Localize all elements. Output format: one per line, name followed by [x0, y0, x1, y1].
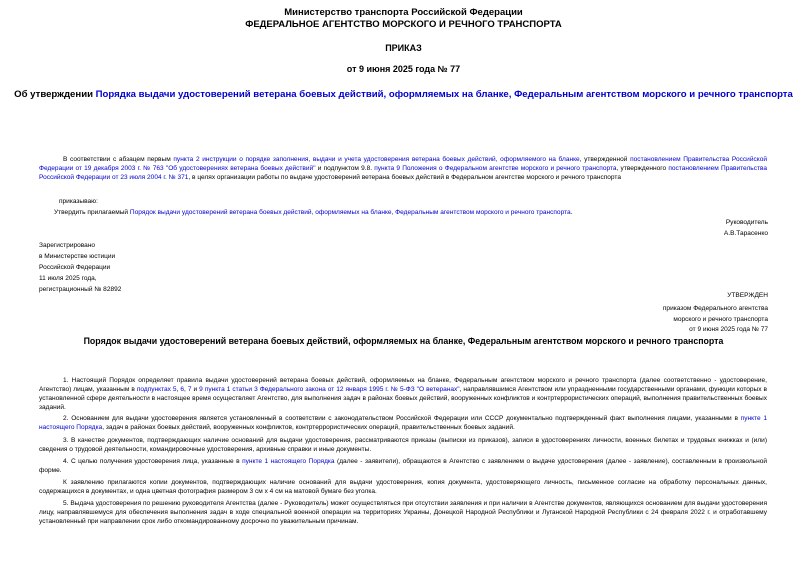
- registration-line: Российской Федерации: [39, 264, 111, 271]
- subparagraph-7-link[interactable]: 7: [187, 386, 192, 394]
- resolution-371-link[interactable]: постановлением Правительства Российской Федерации от 23 июля 2004 г. № 371: [39, 165, 768, 182]
- registration-line: 11 июля 2025 года,: [39, 275, 97, 282]
- resolution-763-link[interactable]: постановлением Правительства Российской Федерации от 19 декабря 2003 г. № 763 "Об удостоверениях ветерана боевых действий": [39, 156, 767, 173]
- item-3: 3. В качестве документов, подтверждающих наличие оснований для выдачи удостоверения, рассматриваются приказы (выписки из приказов), записи в удостоверениях личности, военных билетах и трудовых книжках и (или) сведения о трудовой деятельности, командировочные удостоверения, архивные справки и иные документы.: [39, 437, 767, 454]
- approved-line: морского и речного транспорта: [673, 316, 768, 323]
- agency-name: ФЕДЕРАЛЬНОЕ АГЕНТСТВО МОРСКОГО И РЕЧНОГО ТРАНСПОРТА: [245, 19, 562, 30]
- subparagraph-5-link[interactable]: подпунктах 5: [136, 386, 177, 394]
- item-4-attachments: К заявлению прилагаются копии документов, подтверждающих наличие оснований для выдачи удостоверения, копия документа, удостоверяющего личность, письменное согласие на обработку персональных данных, содержащихся в документах, и одна цветная фотография размером 3 см х 4 см на матовой бумаге без уголка.: [39, 479, 767, 496]
- regulation-link[interactable]: пункта 9 Положения о Федеральном агентстве морского и речного транспорта: [374, 165, 617, 173]
- order-word: приказываю:: [59, 198, 98, 205]
- item-4: 4. С целью получения удостоверения лица, указанные в пункте 1 настоящего Порядка (далее - заявители), обращаются в Агентство с заявлением о выдаче удостоверения (далее - заявление), составленным в произвольной форме.: [39, 458, 767, 475]
- procedure-title: Порядок выдачи удостоверений ветерана боевых действий, оформляемых на бланке, Федеральным агентством морского и речного транспорта: [83, 336, 724, 346]
- approved-line: от 9 июня 2025 года № 77: [689, 326, 768, 333]
- approved-line: УТВЕРЖДЕН: [727, 292, 768, 299]
- signature-position: Руководитель: [725, 219, 768, 226]
- procedure-link[interactable]: Порядок выдачи удостоверений ветерана боевых действий, оформляемых на бланке, Федеральным агентством морского и речного транспорта: [129, 209, 571, 216]
- veterans-law-link[interactable]: 9 пункта 1 статьи 3 Федерального закона от 12 января 1995 г. № 5-ФЗ "О ветеранах": [199, 386, 460, 394]
- subparagraph-6-link[interactable]: 6: [180, 386, 185, 394]
- item-5: 5. Выдача удостоверения по решению руководителя Агентства (далее - Руководитель) может осуществляться при отсутствии заявления и при наличии в Агентстве документов, являющихся основанием для выдачи удостоверения лицу, направлявшемуся для обеспечения выполнения задач в ходе специальной военной операции на территориях Украины, Донецкой Народной Республики и Луганской Народной Республики с 24 февраля 2022 г. и отработавшему установленный при направлении срок либо откомандированному досрочно по уважительным причинам.: [39, 500, 767, 526]
- instruction-link[interactable]: пункта 2 инструкции о порядке заполнения, выдачи и учета удостоверения ветерана боевых действий, оформляемого на бланке: [173, 156, 580, 163]
- registration-line: в Министерстве юстиции: [39, 253, 116, 260]
- item-2: 2. Основанием для выдачи удостоверения является установленный в соответствии с законодательством Российской Федерации или СССР документально подтвержденный факт выполнения лицами, указанными в пункте 1 настоящего Порядка, задач в районах боевых действий, вооруженных конфликтов, контртеррористических операций, правительственных боевых заданий.: [39, 415, 767, 432]
- item-1-link[interactable]: пункте 1 настоящего Порядка: [242, 458, 335, 465]
- item-1-link[interactable]: пункте 1 настоящего Порядка: [39, 415, 767, 432]
- ministry-name: Министерство транспорта Российской Федерации: [284, 7, 523, 18]
- order-text: Утвердить прилагаемый Порядок выдачи удостоверений ветерана боевых действий, оформляемых на бланке, Федеральным агентством морского и речного транспорта.: [54, 209, 573, 216]
- registration-line: регистрационный № 82892: [39, 286, 122, 293]
- title-prefix: Об утверждении: [14, 89, 96, 100]
- document-date-number: от 9 июня 2025 года № 77: [346, 64, 461, 74]
- signature-name: А.В.Тарасенко: [723, 230, 768, 237]
- document-title: [0, 89, 807, 100]
- registration-line: Зарегистрировано: [39, 242, 96, 249]
- approved-line: приказом Федерального агентства: [662, 305, 768, 312]
- document-type: ПРИКАЗ: [385, 43, 422, 53]
- item-1: 1. Настоящий Порядок определяет правила выдачи удостоверений ветерана боевых действий, оформляемых на бланке, Федеральным агентством морского и речного транспорта (далее соответственно - удостоверение, Агентство) лицам, указанным в подпунктах 5, 6, 7 и 9 пункта 1 статьи 3 Федерального закона от 12 января 1995 г. № 5-ФЗ "О ветеранах", направлявшимся Агентством или упраздненными государственными органами, функции которых в установленной сфере деятельности в настоящее время осуществляет Агентство, для выполнения задач в районах боевых действий, вооруженных конфликтов и контртеррористических операций, выполнения правительственных боевых заданий.: [39, 377, 767, 412]
- title-link[interactable]: Порядка выдачи удостоверений ветерана боевых действий, оформляемых на бланке, Федеральным агентством морского и речного транспорта: [95, 89, 793, 100]
- preamble-paragraph: В соответствии с абзацем первым пункта 2 инструкции о порядке заполнения, выдачи и учета удостоверения ветерана боевых действий, оформляемого на бланке, утвержденной постановлением Правительства Российской Федерации от 19 декабря 2003 г. № 763 "Об удостоверениях ветерана боевых действий" и подпунктом 9.8. пункта 9 Положения о Федеральном агентстве морского и речного транспорта, утвержденного постановлением Правительства Российской Федерации от 23 июля 2004 г. № 371, в целях организации работы по выдаче удостоверений ветерана боевых действий в Федеральном агентстве морского и речного транспорта: [39, 156, 768, 182]
